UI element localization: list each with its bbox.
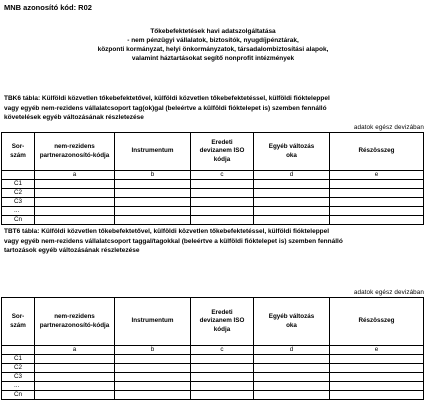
- data-cell[interactable]: [330, 207, 424, 216]
- title-line: vagy egyéb nem-rezidens vállalatcsoport tag(ok)gal (beleértve a külföldi fióktelepet is) szemben fennálló: [4, 104, 327, 112]
- data-cell[interactable]: [330, 180, 424, 189]
- header-partner-code: nem-rezidens partnerazonosító-kódja: [35, 298, 115, 346]
- table-row: [2, 355, 424, 364]
- data-cell[interactable]: [115, 373, 191, 382]
- row-label: C1: [2, 355, 35, 364]
- header-subtotal: Részösszeg: [330, 298, 424, 346]
- table-row: [2, 216, 424, 225]
- data-cell[interactable]: [35, 180, 115, 189]
- letter-cell: a: [35, 171, 115, 180]
- data-cell[interactable]: [191, 364, 254, 373]
- data-cell[interactable]: [254, 373, 330, 382]
- row-label: C2: [2, 189, 35, 198]
- data-cell[interactable]: [191, 373, 254, 382]
- data-cell[interactable]: [115, 180, 191, 189]
- table-row: [2, 198, 424, 207]
- row-label: C3: [2, 198, 35, 207]
- letter-cell: a: [35, 346, 115, 355]
- data-cell[interactable]: [330, 216, 424, 225]
- data-cell[interactable]: [35, 382, 115, 391]
- data-cell[interactable]: [35, 391, 115, 400]
- table-title-tbk6: [4, 94, 422, 123]
- table-row: [2, 391, 424, 400]
- table-tbt6: [1, 297, 424, 400]
- row-label: Cn: [2, 391, 35, 400]
- row-label: Cn: [2, 216, 35, 225]
- data-cell[interactable]: [191, 207, 254, 216]
- data-cell[interactable]: [35, 216, 115, 225]
- data-cell[interactable]: [191, 391, 254, 400]
- data-cell[interactable]: [115, 391, 191, 400]
- data-cell[interactable]: [254, 216, 330, 225]
- letter-cell: b: [115, 171, 191, 180]
- data-cell[interactable]: [191, 180, 254, 189]
- header-instrument: Instrumentum: [115, 298, 191, 346]
- title-line: TBT6 tábla: Külföldi közvetlen tőkebefektetővel, külföldi közvetlen tőkebefektetéssel, külföldi fiókteleppel: [4, 228, 330, 235]
- data-cell[interactable]: [115, 355, 191, 364]
- data-cell[interactable]: [254, 198, 330, 207]
- table-tbk6: [1, 132, 424, 225]
- data-cell[interactable]: [115, 207, 191, 216]
- data-cell[interactable]: [35, 198, 115, 207]
- data-cell[interactable]: [330, 391, 424, 400]
- unit-note: adatok egész devizában: [353, 289, 424, 296]
- title-line: vagy egyéb nem-rezidens vállalatcsoport taggal/tagokkal (beleértve a külföldi fióktelepet is) szemben fennálló: [4, 237, 343, 245]
- intro-line: Tőkebefektetések havi adatszolgáltatása: [150, 28, 276, 35]
- data-cell[interactable]: [115, 382, 191, 391]
- table-row: [2, 373, 424, 382]
- row-label: C3: [2, 373, 35, 382]
- data-cell[interactable]: [35, 373, 115, 382]
- form-code: MNB azonosító kód: R02: [4, 3, 92, 12]
- letter-cell-empty: [2, 346, 35, 355]
- data-cell[interactable]: [35, 355, 115, 364]
- header-change-reason: Egyéb változás oka: [254, 133, 330, 171]
- data-cell[interactable]: [35, 189, 115, 198]
- data-cell[interactable]: [330, 382, 424, 391]
- data-cell[interactable]: [254, 382, 330, 391]
- report-intro: [0, 28, 426, 64]
- header-partner-code: nem-rezidens partnerazonosító-kódja: [35, 133, 115, 171]
- table-row: [2, 382, 424, 391]
- row-label: C2: [2, 364, 35, 373]
- unit-note: adatok egész devizában: [353, 124, 424, 131]
- intro-line: - nem pénzügyi vállalatok, biztosítók, nyugdíjpénztárak,: [127, 36, 299, 44]
- intro-line: valamint háztartásokat segítő nonprofit intézmények: [131, 54, 295, 62]
- data-cell[interactable]: [330, 364, 424, 373]
- table-row: [2, 207, 424, 216]
- title-line: TBK6 tábla: Külföldi közvetlen tőkebefektetővel, külföldi közvetlen tőkebefektetéssel, külföldi fiókteleppel: [4, 95, 330, 102]
- data-cell[interactable]: [191, 198, 254, 207]
- table-row: [2, 189, 424, 198]
- data-cell[interactable]: [254, 391, 330, 400]
- data-cell[interactable]: [330, 189, 424, 198]
- table-title-tbt6: [4, 227, 422, 256]
- data-cell[interactable]: [254, 364, 330, 373]
- table-row: [2, 180, 424, 189]
- header-currency: Eredeti devizanem ISO kódja: [191, 298, 254, 346]
- data-cell[interactable]: [115, 364, 191, 373]
- intro-line: központi kormányzat, helyi önkormányzatok, társadalombiztosítási alapok,: [97, 45, 329, 53]
- letter-cell: e: [330, 171, 424, 180]
- letter-cell-empty: [2, 171, 35, 180]
- data-cell[interactable]: [330, 355, 424, 364]
- data-cell[interactable]: [35, 364, 115, 373]
- data-cell[interactable]: [254, 355, 330, 364]
- header-currency: Eredeti devizanem ISO kódja: [191, 133, 254, 171]
- data-cell[interactable]: [191, 382, 254, 391]
- row-label: ...: [2, 382, 35, 391]
- data-cell[interactable]: [330, 198, 424, 207]
- header-instrument: Instrumentum: [115, 133, 191, 171]
- row-label: C1: [2, 180, 35, 189]
- header-subtotal: Részösszeg: [330, 133, 424, 171]
- header-change-reason: Egyéb változás oka: [254, 298, 330, 346]
- letter-cell: c: [191, 171, 254, 180]
- header-sorszam: Sor- szám: [2, 298, 35, 346]
- table-row: [2, 364, 424, 373]
- data-cell[interactable]: [115, 189, 191, 198]
- data-cell[interactable]: [254, 180, 330, 189]
- row-label: ...: [2, 207, 35, 216]
- letter-cell: b: [115, 346, 191, 355]
- data-cell[interactable]: [35, 207, 115, 216]
- data-cell[interactable]: [115, 216, 191, 225]
- data-cell[interactable]: [191, 189, 254, 198]
- header-sorszam: Sor- szám: [2, 133, 35, 171]
- letter-cell: d: [254, 346, 330, 355]
- letter-cell: c: [191, 346, 254, 355]
- letter-cell: e: [330, 346, 424, 355]
- data-cell[interactable]: [330, 373, 424, 382]
- data-cell[interactable]: [115, 198, 191, 207]
- title-line: tartozások egyéb változásának részletezése: [4, 247, 140, 254]
- data-cell[interactable]: [254, 207, 330, 216]
- letter-cell: d: [254, 171, 330, 180]
- data-cell[interactable]: [191, 355, 254, 364]
- title-line: követelések egyéb változásának részletezése: [4, 114, 144, 121]
- data-cell[interactable]: [254, 189, 330, 198]
- data-cell[interactable]: [191, 216, 254, 225]
